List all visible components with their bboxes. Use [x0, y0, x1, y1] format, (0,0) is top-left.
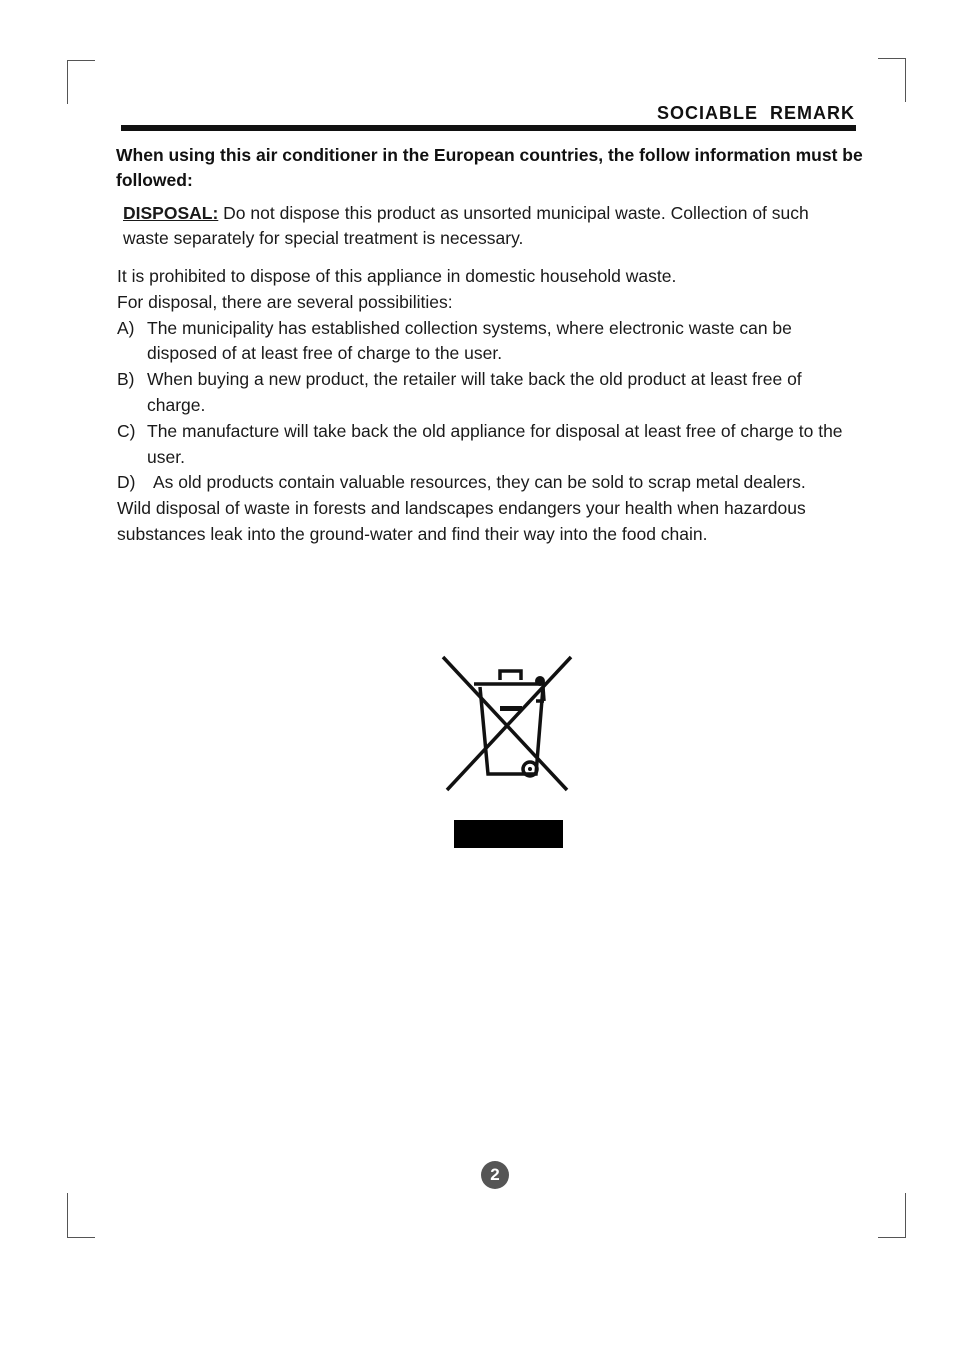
list-item-text: As old products contain valuable resources, they can be sold to scrap metal dealers. [153, 472, 806, 493]
list-item [117, 367, 847, 419]
weee-bar [454, 820, 563, 848]
crop-mark-bottom-left-h [67, 1237, 95, 1238]
body-paragraph-1: It is prohibited to dispose of this appliance in domestic household waste. [117, 266, 677, 286]
crossed-out-wheelie-bin-icon [440, 654, 574, 794]
body-paragraph-2: For disposal, there are several possibilities: [117, 291, 453, 312]
list-item-text: The municipality has established collection systems, where electronic waste can be disposed of at least free of charge to the user. [147, 317, 792, 364]
disposal-text: Do not dispose this product as unsorted municipal waste. Collection of such waste separately for special treatment is necessary. [123, 203, 809, 248]
list-item [117, 316, 847, 368]
header-rule [121, 125, 856, 131]
list-item-letter: A) [117, 317, 135, 338]
list-item-text: The manufacture will take back the old appliance for disposal at least free of charge to the user. [147, 420, 843, 467]
disposal-body [117, 264, 847, 548]
page-number: 2 [481, 1161, 509, 1189]
crop-mark-bottom-right-h [878, 1237, 906, 1238]
disposal-note [123, 201, 843, 251]
crop-mark-top-left-h [67, 60, 95, 61]
crop-mark-top-right-h [878, 58, 906, 59]
list-item-letter: C) [117, 420, 136, 441]
disposal-label: DISPOSAL: [123, 203, 219, 223]
crop-mark-bottom-right-v [905, 1193, 906, 1237]
list-item [117, 419, 847, 471]
list-item [117, 470, 847, 496]
list-item-text: When buying a new product, the retailer will take back the old product at least free of charge. [147, 369, 802, 415]
intro-text: When using this air conditioner in the European countries, the follow information must be followed: [116, 145, 863, 190]
closing-paragraph: Wild disposal of waste in forests and landscapes endangers your health when hazardous substances leak into the ground-water and find their way into the food chain. [117, 498, 806, 544]
crop-mark-bottom-left-v [67, 1193, 68, 1237]
list-item-letter: B) [117, 369, 135, 390]
section-title: SOCIABLE REMARK [656, 103, 855, 123]
crop-mark-top-right-v [905, 58, 906, 102]
crop-mark-top-left-v [67, 60, 68, 104]
list-item-letter: D) [117, 472, 136, 493]
